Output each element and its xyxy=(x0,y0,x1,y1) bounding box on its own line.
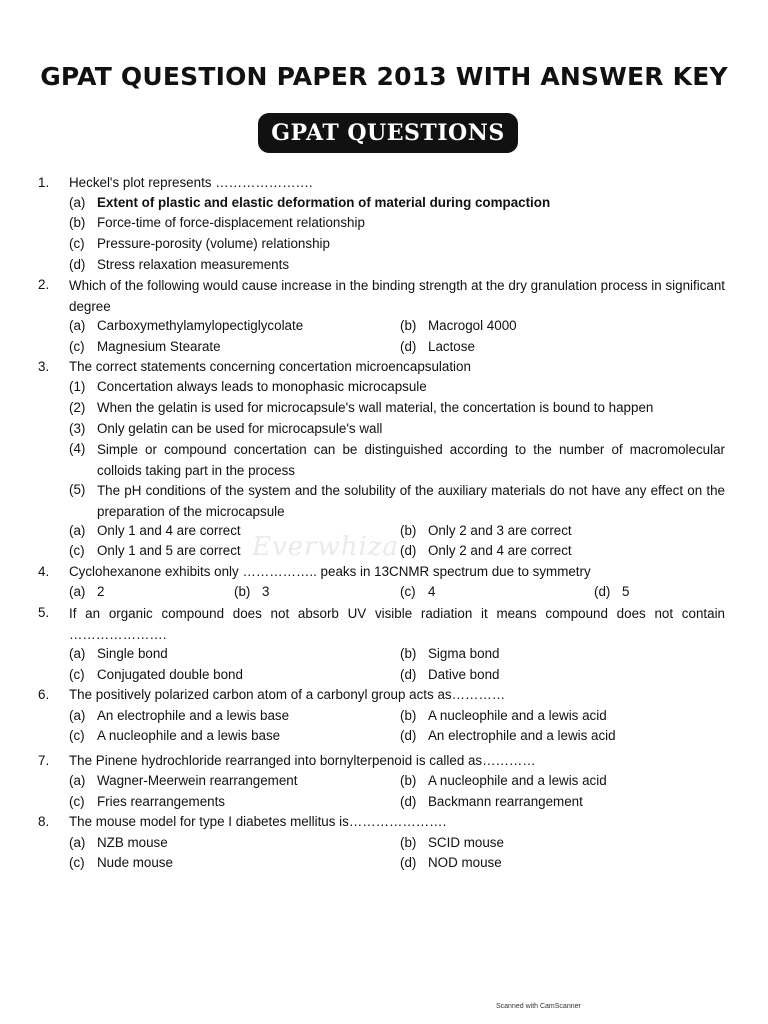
option-text: Only 2 and 4 are correct xyxy=(428,543,572,558)
question-text: Cyclohexanone exhibits only …………….. peaks in 13CNMR spectrum due to symmetry xyxy=(69,564,591,579)
question-text: The positively polarized carbon atom of a carbonyl group acts as………… xyxy=(69,687,506,702)
option-text: Carboxymethylamylopectiglycolate xyxy=(97,318,304,333)
statement-key: (3) xyxy=(69,421,86,436)
statement-key: (4) xyxy=(69,441,86,456)
question-text: The mouse model for type I diabetes mellitus is…………………. xyxy=(69,814,447,829)
option-text: 5 xyxy=(622,584,630,599)
option-text: Lactose xyxy=(428,339,475,354)
option-text: A nucleophile and a lewis acid xyxy=(428,773,607,788)
option-text: Only 2 and 3 are correct xyxy=(428,523,572,538)
question-number: 5. xyxy=(38,605,50,620)
option-key: (c) xyxy=(400,584,416,599)
question-text: Heckel's plot represents …………………. xyxy=(69,175,313,190)
option-text: Nude mouse xyxy=(97,855,173,870)
question-text: If an organic compound does not absorb UV visible radiation it means compound does not contain …………………. xyxy=(69,606,725,642)
question-number: 1. xyxy=(38,175,50,190)
option-key: (b) xyxy=(400,523,417,538)
statement-text: Only gelatin can be used for microcapsule's wall xyxy=(97,421,383,436)
option-text: NZB mouse xyxy=(97,835,168,850)
statement-text: Concertation always leads to monophasic microcapsule xyxy=(97,379,427,394)
option-text: Pressure-porosity (volume) relationship xyxy=(97,236,330,251)
option-text: Force-time of force-displacement relationship xyxy=(97,215,365,230)
option-text: Backmann rearrangement xyxy=(428,794,583,809)
statement-key: (5) xyxy=(69,482,86,497)
option-text: Only 1 and 5 are correct xyxy=(97,543,241,558)
option-key: (a) xyxy=(69,708,86,723)
option-text: 4 xyxy=(428,584,436,599)
option-key: (a) xyxy=(69,646,86,661)
option-key: (d) xyxy=(400,794,417,809)
option-key: (c) xyxy=(69,339,85,354)
option-text: A nucleophile and a lewis base xyxy=(97,728,281,743)
option-key: (d) xyxy=(594,584,611,599)
option-key: (d) xyxy=(400,667,417,682)
question-text: Which of the following would cause increase in the binding strength at the dry granulation process in significant degree xyxy=(69,278,725,314)
option-key: (d) xyxy=(400,855,417,870)
option-text: Stress relaxation measurements xyxy=(97,257,290,272)
option-key: (c) xyxy=(69,667,85,682)
option-key: (d) xyxy=(400,543,417,558)
option-text: Only 1 and 4 are correct xyxy=(97,523,241,538)
statement-key: (1) xyxy=(69,379,86,394)
option-text: Conjugated double bond xyxy=(97,667,243,682)
option-text: 2 xyxy=(97,584,105,599)
option-text: Dative bond xyxy=(428,667,500,682)
option-key: (d) xyxy=(400,339,417,354)
option-text: Magnesium Stearate xyxy=(97,339,221,354)
option-key: (c) xyxy=(69,728,85,743)
option-text: SCID mouse xyxy=(428,835,504,850)
statement-key: (2) xyxy=(69,400,86,415)
option-key: (c) xyxy=(69,855,85,870)
option-key: (c) xyxy=(69,794,85,809)
option-key: (d) xyxy=(69,257,86,272)
option-text: Macrogol 4000 xyxy=(428,318,517,333)
option-key: (b) xyxy=(69,215,86,230)
option-text: A nucleophile and a lewis acid xyxy=(428,708,607,723)
option-key: (d) xyxy=(400,728,417,743)
option-text: Wagner-Meerwein rearrangement xyxy=(97,773,298,788)
option-key: (a) xyxy=(69,523,86,538)
question-number: 3. xyxy=(38,359,50,374)
option-key: (a) xyxy=(69,835,86,850)
option-key: (a) xyxy=(69,195,86,210)
question-number: 2. xyxy=(38,277,50,292)
option-text: Fries rearrangements xyxy=(97,794,226,809)
option-key: (a) xyxy=(69,773,86,788)
option-key: (c) xyxy=(69,236,85,251)
statement-text: The pH conditions of the system and the solubility of the auxiliary materials do not have any effect on the preparation of the microcapsule xyxy=(97,483,725,519)
question-text: The Pinene hydrochloride rearranged into bornylterpenoid is called as………… xyxy=(69,753,536,768)
question-number: 8. xyxy=(38,814,50,829)
option-text: Sigma bond xyxy=(428,646,500,661)
option-key: (b) xyxy=(400,646,417,661)
section-badge: GPAT QUESTIONS xyxy=(258,113,518,153)
statement-text: When the gelatin is used for microcapsule's wall material, the concertation is bound to happen xyxy=(97,400,654,415)
option-key: (b) xyxy=(400,708,417,723)
option-text: An electrophile and a lewis acid xyxy=(428,728,616,743)
question-number: 6. xyxy=(38,687,50,702)
option-key: (a) xyxy=(69,584,86,599)
option-text: Extent of plastic and elastic deformation of material during compaction xyxy=(97,195,551,210)
page-title: GPAT QUESTION PAPER 2013 WITH ANSWER KEY xyxy=(40,62,728,91)
option-text: An electrophile and a lewis base xyxy=(97,708,290,723)
option-text: NOD mouse xyxy=(428,855,502,870)
statement-text: Simple or compound concertation can be distinguished according to the number of macromolecular colloids taking part in the process xyxy=(97,442,725,478)
option-key: (b) xyxy=(234,584,251,599)
option-text: 3 xyxy=(262,584,270,599)
question-text: The correct statements concerning concertation microencapsulation xyxy=(69,359,471,374)
watermark: Everwhiza xyxy=(252,532,399,562)
option-key: (b) xyxy=(400,318,417,333)
option-text: Single bond xyxy=(97,646,168,661)
option-key: (a) xyxy=(69,318,86,333)
question-number: 7. xyxy=(38,753,50,768)
scanner-footer: Scanned with CamScanner xyxy=(496,1003,581,1010)
option-key: (b) xyxy=(400,835,417,850)
question-number: 4. xyxy=(38,564,50,579)
option-key: (c) xyxy=(69,543,85,558)
option-key: (b) xyxy=(400,773,417,788)
